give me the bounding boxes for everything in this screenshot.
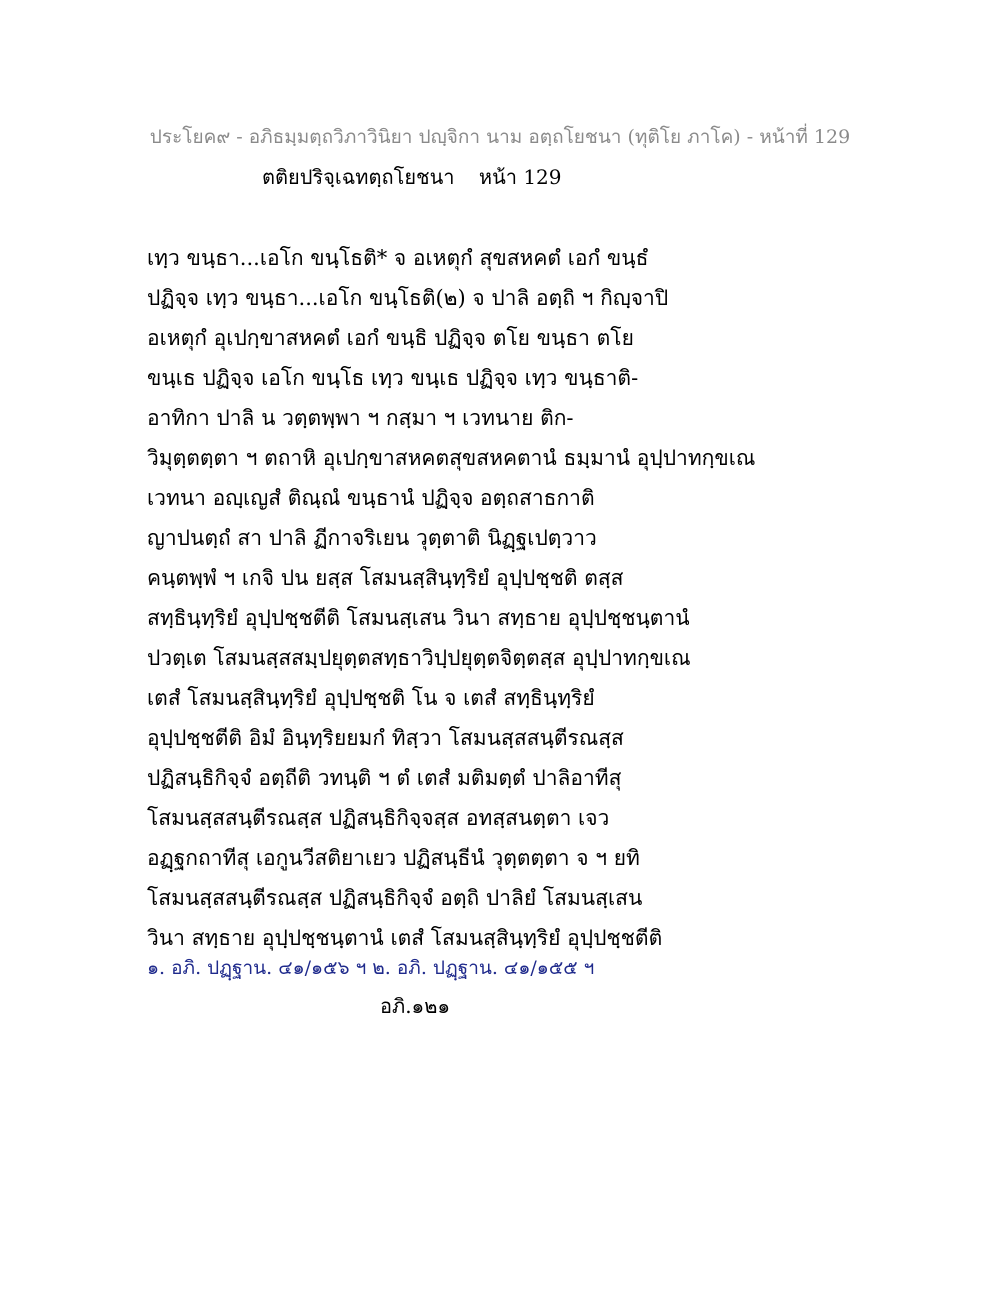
running-header: ประโยค๙ - อภิธมฺมตฺถวิภาวินิยา ปญฺจิกา นาม อตฺถโยชนา (ทุติโย ภาโค) - หน้าที่ 129 [149, 126, 851, 148]
text-line: เทฺว ขนฺธา...เอโก ขนฺโธติ* จ อเหตุกํ สุขสหคตํ เอกํ ขนฺธํ [147, 246, 649, 270]
footnote: ๑. อภิ. ปฏฺฐาน. ๔๑/๑๕๖ ฯ ๒. อภิ. ปฏฺฐาน. ๔๑/๑๕๕ ฯ [147, 957, 595, 979]
text-line: คนฺตพฺพํ ฯ เกจิ ปน ยสฺส โสมนสฺสินฺทฺริยํ อุปฺปชฺชติ ตสฺส [147, 566, 624, 590]
text-line: อฏฺฐกถาทีสุ เอกูนวีสติยาเยว ปฏิสนฺธีนํ วุตฺตตฺตา จ ฯ ยทิ [147, 846, 640, 870]
text-line: ญาปนตฺถํ สา ปาลิ ฏีกาจริเยน วุตฺตาติ นิฏฺฐเปตฺวาว [147, 526, 597, 550]
page-code: อภิ.๑๒๑ [380, 994, 451, 1018]
text-line: ปฏิจฺจ เทฺว ขนฺธา...เอโก ขนฺโธติ(๒) จ ปาลิ อตฺถิ ฯ กิญฺจาปิ [147, 286, 669, 310]
text-line: เวทนา อญฺเญสํ ติณฺณํ ขนฺธานํ ปฏิจฺจ อตฺถสาธกาติ [147, 486, 595, 510]
text-line: โสมนสฺสสนฺตีรณสฺส ปฏิสนฺธิกิจฺจสฺส อทสฺสนตฺตา เจว [147, 806, 610, 830]
text-line: อเหตุกํ อุเปกฺขาสหคตํ เอกํ ขนฺธิ ปฏิจฺจ ตโย ขนฺธา ตโย [147, 326, 634, 350]
text-line: โสมนสฺสสนฺตีรณสฺส ปฏิสนฺธิกิจฺจํ อตฺถิ ปาลิยํ โสมนสฺเสน [147, 886, 643, 910]
section-title [262, 161, 562, 193]
text-line: วินา สทฺธาย อุปฺปชฺชนฺตานํ เตสํ โสมนสฺสินฺทฺริยํ อุปฺปชฺชตีติ [147, 926, 663, 950]
text-line: สทฺธินฺทฺริยํ อุปฺปชฺชตีติ โสมนสฺเสน วินา สทฺธาย อุปฺปชฺชนฺตานํ [147, 606, 690, 630]
body-text [147, 238, 867, 958]
text-line: ขนฺเธ ปฏิจฺจ เอโก ขนฺโธ เทฺว ขนฺเธ ปฏิจฺจ เทฺว ขนฺธาติ- [147, 366, 639, 390]
page-number-label: หน้า 129 [478, 165, 562, 189]
text-line: วิมุตฺตตฺตา ฯ ตถาหิ อุเปกฺขาสหคตสุขสหคตานํ ธมฺมานํ อุปฺปาทกฺขเณ [147, 446, 756, 470]
text-line: ปวตฺเต โสมนสฺสสมฺปยุตฺตสทฺธาวิปฺปยุตฺตจิตฺตสฺส อุปฺปาทกฺขเณ [147, 646, 691, 670]
text-line: เตสํ โสมนสฺสินฺทฺริยํ อุปฺปชฺชติ โน จ เตสํ สทฺธินฺทฺริยํ [147, 686, 595, 710]
text-line: ปฏิสนฺธิกิจฺจํ อตฺถีติ วทนฺติ ฯ ตํ เตสํ มติมตฺตํ ปาลิอาทีสุ [147, 766, 622, 790]
text-line: อาทิกา ปาลิ น วตฺตพฺพา ฯ กสฺมา ฯ เวทนาย ติก- [147, 406, 574, 430]
section-title-text: ตติยปริจฺเฉทตฺถโยชนา [262, 165, 455, 189]
text-line: อุปฺปชฺชตีติ อิมํ อินฺทฺริยยมกํ ทิสฺวา โสมนสฺสสนฺตีรณสฺส [147, 726, 624, 750]
